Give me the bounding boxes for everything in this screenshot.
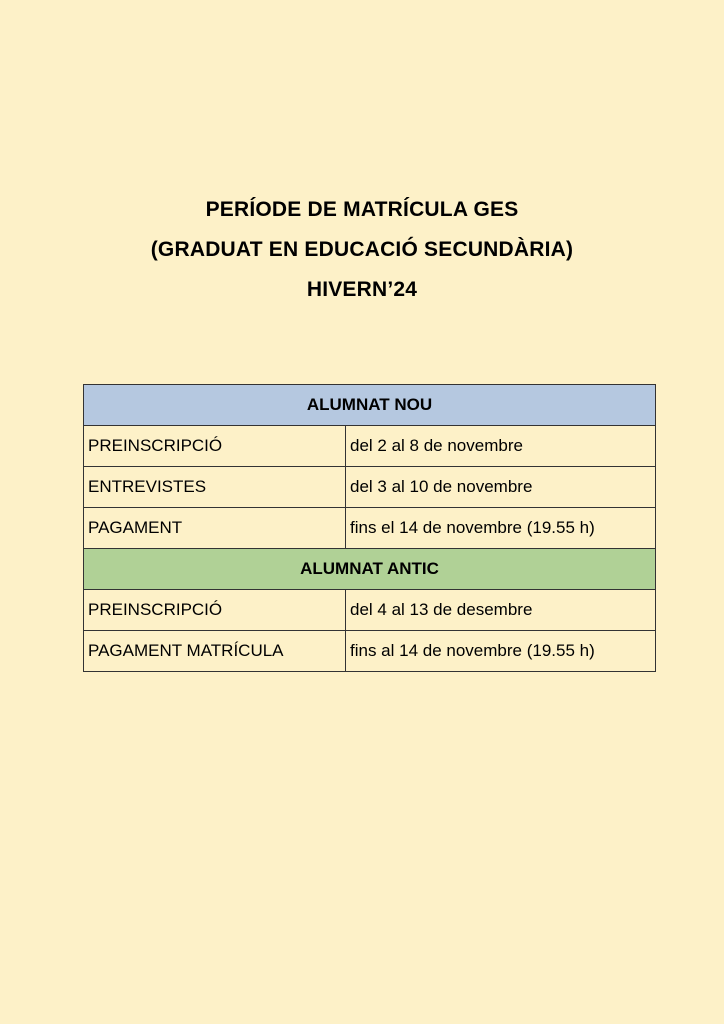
row-label: PREINSCRIPCIÓ (84, 426, 346, 467)
table-row (84, 426, 656, 467)
title-line-3: HIVERN’24 (306, 278, 418, 301)
section-header-row-alumnat-nou (84, 385, 656, 426)
row-value: fins el 14 de novembre (19.55 h) (346, 508, 656, 549)
table-row (84, 508, 656, 549)
title-line-2: (GRADUAT EN EDUCACIÓ SECUNDÀRIA) (150, 238, 574, 261)
table-row (84, 467, 656, 508)
row-value: del 3 al 10 de novembre (346, 467, 656, 508)
row-value: del 4 al 13 de desembre (346, 590, 656, 631)
page-title (0, 192, 724, 312)
title-line-1: PERÍODE DE MATRÍCULA GES (205, 198, 519, 221)
section-header-alumnat-antic: ALUMNAT ANTIC (84, 549, 656, 590)
row-value: fins al 14 de novembre (19.55 h) (346, 631, 656, 672)
table-row (84, 631, 656, 672)
row-label: PREINSCRIPCIÓ (84, 590, 346, 631)
table-row (84, 590, 656, 631)
row-label: ENTREVISTES (84, 467, 346, 508)
row-value: del 2 al 8 de novembre (346, 426, 656, 467)
enrollment-schedule-table (83, 384, 656, 672)
row-label: PAGAMENT MATRÍCULA (84, 631, 346, 672)
row-label: PAGAMENT (84, 508, 346, 549)
section-header-alumnat-nou: ALUMNAT NOU (84, 385, 656, 426)
section-header-row-alumnat-antic (84, 549, 656, 590)
